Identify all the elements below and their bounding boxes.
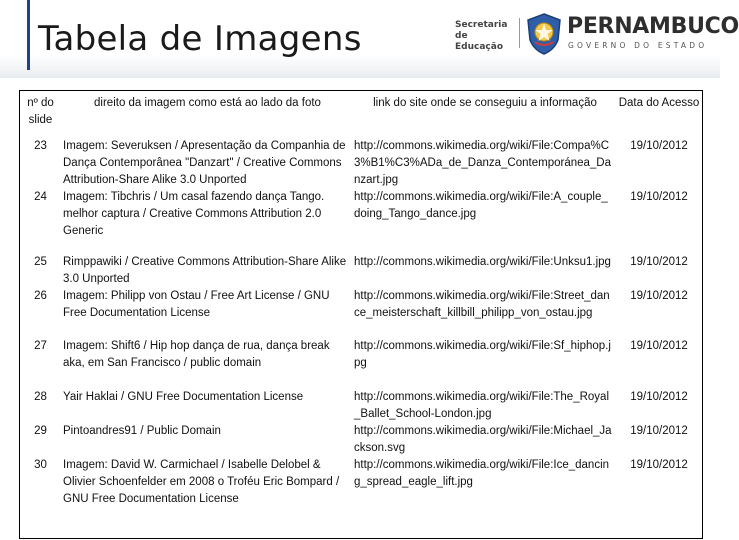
image-credit: Imagem: Tibchris / Um casal fazendo dança Tango. melhor captura / Creative Commons Attribution 2.0 Generic bbox=[63, 191, 325, 237]
title-accent-bar bbox=[27, 0, 30, 70]
table-row bbox=[20, 288, 702, 338]
image-credit: Imagem: Severuksen / Apresentação da Companhia de Dança Contemporânea "Danzart" / Creative Commons Attribution-Share Alike 3.0 Unported bbox=[63, 140, 346, 186]
state-name-logo: PERNAMBUCO bbox=[567, 14, 739, 39]
source-link[interactable]: http://commons.wikimedia.org/wiki/File:Compa%C3%B1%C3%ADa_de_Danza_Contemporánea_Danzart.jpg bbox=[354, 140, 611, 186]
access-date: 19/10/2012 bbox=[630, 191, 688, 203]
source-link[interactable]: http://commons.wikimedia.org/wiki/File:The_Royal_Ballet_School-London.jpg bbox=[354, 391, 610, 420]
access-date: 19/10/2012 bbox=[630, 459, 688, 471]
logo-divider bbox=[519, 18, 520, 48]
table-row bbox=[20, 389, 702, 423]
secretaria-logo-text bbox=[455, 20, 515, 53]
table-row bbox=[20, 457, 702, 508]
images-table-container bbox=[19, 90, 703, 539]
image-credit: Pintoandres91 / Public Domain bbox=[63, 425, 221, 437]
access-date: 19/10/2012 bbox=[630, 425, 688, 437]
source-link[interactable]: http://commons.wikimedia.org/wiki/File:Ice_dancing_spread_eagle_lift.jpg bbox=[354, 459, 610, 488]
secretaria-line1: Secretaria de bbox=[455, 20, 508, 41]
header-slide-number: nº do slide bbox=[27, 97, 54, 126]
table-row bbox=[20, 136, 702, 189]
source-link[interactable]: http://commons.wikimedia.org/wiki/File:Sf_hiphop.jpg bbox=[354, 340, 611, 369]
source-link[interactable]: http://commons.wikimedia.org/wiki/File:Michael_Jackson.svg bbox=[354, 425, 612, 454]
slide-number: 26 bbox=[34, 290, 47, 302]
government-subtitle: GOVERNO DO ESTADO bbox=[568, 41, 708, 50]
header-access-date: Data do Acesso bbox=[618, 97, 700, 109]
table-header-row bbox=[20, 91, 702, 136]
image-credit: Imagem: David W. Carmichael / Isabelle Delobel & Olivier Schoenfelder em 2008 o Troféu Eric Bompard / GNU Free Documentation License bbox=[63, 459, 340, 505]
image-credit: Imagem: Shift6 / Hip hop dança de rua, dança break aka, em San Francisco / public domain bbox=[63, 340, 330, 369]
source-link[interactable]: http://commons.wikimedia.org/wiki/File:Street_dance_meisterschaft_killbill_philipp_von_ostau.jpg bbox=[354, 290, 610, 319]
secretaria-line2: Educação bbox=[455, 42, 503, 52]
slide-number: 27 bbox=[34, 340, 47, 352]
slide-number: 29 bbox=[34, 425, 47, 437]
table-row bbox=[20, 247, 702, 288]
table-row bbox=[20, 189, 702, 247]
image-credit: Yair Haklai / GNU Free Documentation License bbox=[63, 391, 304, 403]
state-crest-icon bbox=[524, 12, 564, 56]
source-link[interactable]: http://commons.wikimedia.org/wiki/File:A_couple_doing_Tango_dance.jpg bbox=[354, 191, 608, 220]
image-credit: Imagem: Philipp von Ostau / Free Art License / GNU Free Documentation License bbox=[63, 290, 330, 319]
table-row bbox=[20, 423, 702, 457]
table-row bbox=[20, 338, 702, 389]
slide-number: 28 bbox=[34, 391, 47, 403]
slide-number: 24 bbox=[34, 191, 47, 203]
slide-number: 23 bbox=[34, 140, 47, 152]
header-image-rights: direito da imagem como está ao lado da foto bbox=[94, 97, 321, 109]
access-date: 19/10/2012 bbox=[630, 256, 688, 268]
images-table bbox=[20, 91, 702, 508]
page-title: Tabela de Imagens bbox=[38, 19, 362, 59]
access-date: 19/10/2012 bbox=[630, 290, 688, 302]
access-date: 19/10/2012 bbox=[630, 140, 688, 152]
slide-header bbox=[0, 0, 739, 78]
slide-number: 30 bbox=[34, 459, 47, 471]
slide-number: 25 bbox=[34, 256, 47, 268]
header-source-link: link do site onde se conseguiu a informação bbox=[373, 97, 597, 109]
access-date: 19/10/2012 bbox=[630, 340, 688, 352]
access-date: 19/10/2012 bbox=[630, 391, 688, 403]
image-credit: Rimppawiki / Creative Commons Attribution-Share Alike 3.0 Unported bbox=[63, 256, 347, 285]
source-link[interactable]: http://commons.wikimedia.org/wiki/File:Unksu1.jpg bbox=[354, 256, 611, 268]
